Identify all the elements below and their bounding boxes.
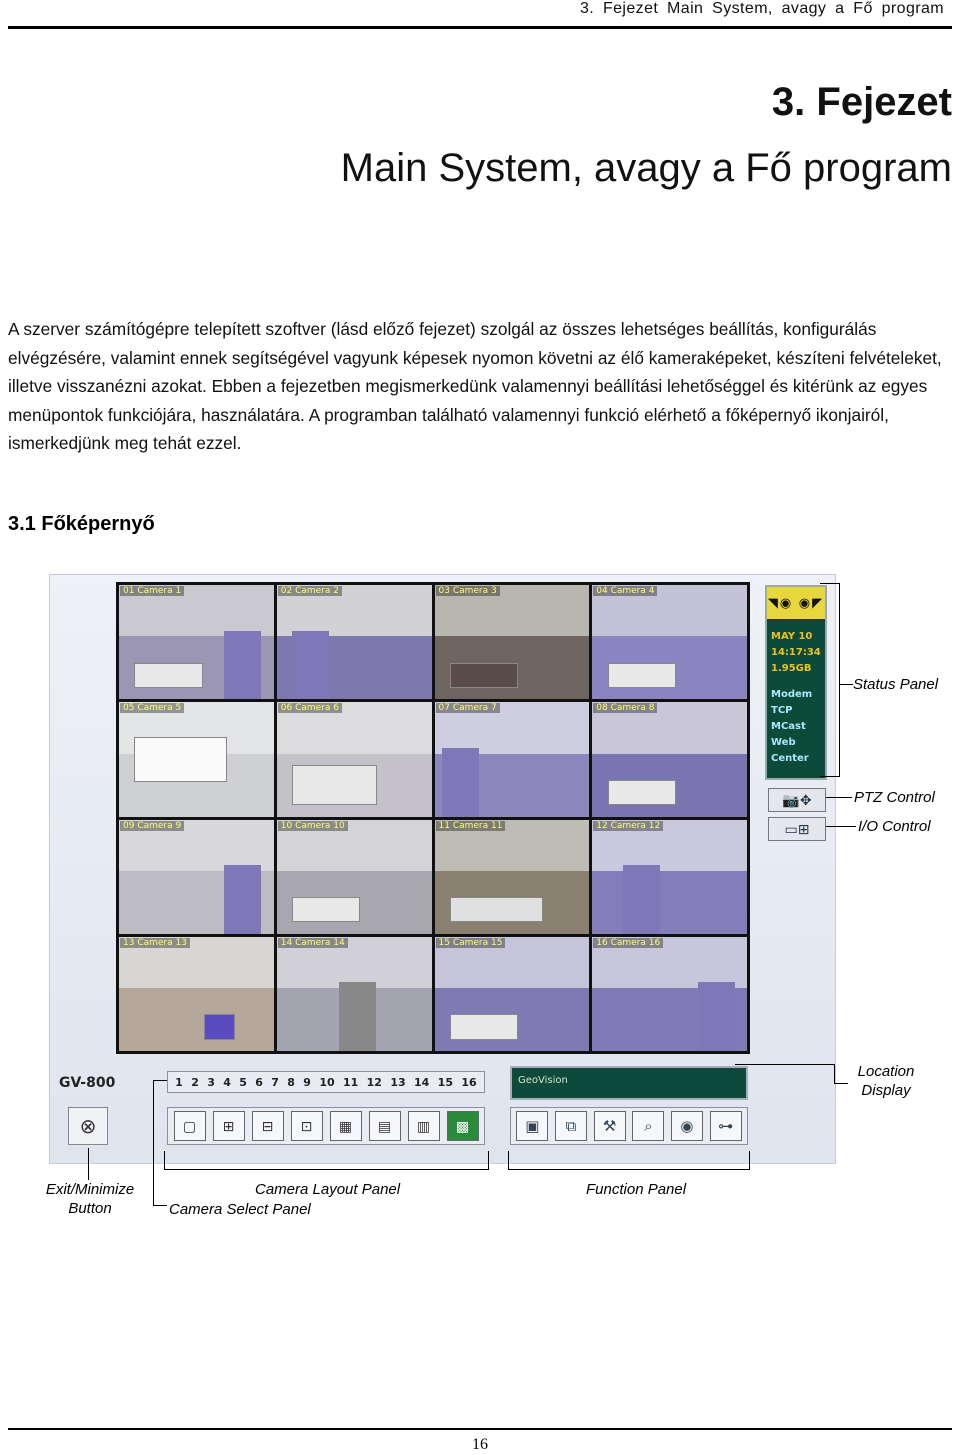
camera-label: 16 Camera 16 (593, 938, 663, 948)
main-screen-screenshot (49, 574, 836, 1164)
monitor-icon: ▣ (525, 1118, 540, 1135)
camera-view (435, 937, 590, 1051)
ptz-control-button[interactable] (768, 788, 826, 812)
chapter-title: Main System, avagy a Fő program (340, 146, 952, 190)
camera-view (592, 702, 747, 816)
camera-select-button[interactable]: 15 (437, 1075, 453, 1089)
camera-select-button[interactable]: 3 (207, 1075, 215, 1089)
callout-line (820, 583, 840, 584)
callout-line (839, 684, 853, 685)
hierarchy-icon: ⊶ (718, 1118, 734, 1135)
callout-line (164, 1151, 165, 1169)
camera-select-callout: Camera Select Panel (169, 1201, 311, 1218)
status-panel-callout: Status Panel (853, 676, 939, 693)
camera-view (119, 585, 274, 699)
camera-view (277, 937, 432, 1051)
status-network[interactable]: Center (771, 753, 809, 764)
exit-minimize-button[interactable] (68, 1107, 108, 1145)
callout-line (826, 797, 852, 798)
eyes-logo-icon: ◥◉ ◉◤ (767, 587, 825, 621)
exit-callout-line2: Button (68, 1200, 112, 1217)
intro-paragraph: A szerver számítógépre telepített szoftver (lásd előző fejezet) szolgál az összes lehetséges beállítás, konfigurálás elvégzésére, valamint ennek segítségével vagyunk képesek nyomon követni az élő kameraképeket, készíteni felvételeket, illetve visszanézni azokat. Ebben a fejezetben megismerkedünk valamennyi beállítási lehetőséggel és kitérünk az egyes menüpontok funkciójára, használatára. A programban található valamennyi funkció elérhető a főképernyő ikonjairól, ismerkedjünk meg tehát ezzel. (8, 319, 942, 453)
camera-select-button[interactable]: 2 (191, 1075, 199, 1089)
camera-select-button[interactable]: 11 (342, 1075, 359, 1089)
camera-label: 08 Camera 8 (593, 703, 657, 713)
callout-line (153, 1088, 154, 1206)
camera-view (592, 820, 747, 934)
layout-quad-icon: ⊞ (222, 1117, 235, 1134)
ptz-control-callout: PTZ Control (854, 789, 935, 806)
camera-label: 06 Camera 6 (278, 703, 342, 713)
layout-8-button[interactable] (291, 1111, 323, 1141)
search-icon: ⌕ (644, 1117, 653, 1135)
camera-view (119, 702, 274, 816)
camera-label: 11 Camera 11 (436, 821, 506, 831)
status-network[interactable]: Modem (771, 689, 813, 700)
camera-view (435, 702, 590, 816)
camera-settings-button[interactable] (671, 1111, 703, 1141)
callout-line (834, 1064, 835, 1084)
status-network[interactable]: MCast (771, 721, 806, 732)
layout-9-button[interactable] (330, 1111, 362, 1141)
location-callout-line2: Display (861, 1082, 911, 1099)
camera-select-button[interactable]: 5 (239, 1075, 247, 1089)
camera-label: 05 Camera 5 (120, 703, 184, 713)
camera-label: 01 Camera 1 (120, 586, 184, 596)
remote-button[interactable] (710, 1111, 742, 1141)
callout-line (508, 1151, 509, 1169)
running-header: 3. Fejezet Main System, avagy a Fő program (579, 0, 944, 17)
status-date: MAY 10 (771, 631, 813, 642)
layout-eight-icon: ⊡ (300, 1117, 313, 1134)
location-callout-line1: Location (857, 1063, 915, 1080)
camera-label: 13 Camera 13 (120, 938, 190, 948)
callout-line (153, 1080, 167, 1081)
camera-label: 10 Camera 10 (278, 821, 348, 831)
callout-line (488, 1151, 489, 1169)
header-rule (8, 26, 952, 29)
network-button[interactable] (555, 1111, 587, 1141)
layout-sixteen-icon: ▩ (455, 1117, 470, 1134)
camera-select-button[interactable]: 16 (461, 1075, 477, 1089)
camera-layout-panel (167, 1107, 485, 1145)
camera-view (435, 820, 590, 934)
location-text: GeoVision (518, 1075, 568, 1086)
camera-layout-callout: Camera Layout Panel (255, 1181, 401, 1198)
configure-button[interactable] (594, 1111, 626, 1141)
status-network[interactable]: Web (771, 737, 796, 748)
camera-select-button[interactable]: 12 (366, 1075, 382, 1089)
location-display (510, 1066, 748, 1100)
layout-nine-icon: ▦ (338, 1117, 353, 1134)
layout-4-button[interactable] (213, 1111, 245, 1141)
tools-icon: ⚒ (602, 1118, 617, 1135)
camera-select-button[interactable]: 7 (271, 1075, 279, 1089)
camera-label: 02 Camera 2 (278, 586, 342, 596)
network-icon: ⧉ (565, 1117, 577, 1135)
function-panel (510, 1107, 748, 1145)
exit-callout-line1: Exit/Minimize (45, 1181, 135, 1198)
callout-line (153, 1205, 167, 1206)
camera-select-button[interactable]: 13 (390, 1075, 406, 1089)
playback-button[interactable] (632, 1111, 664, 1141)
camera-view (277, 820, 432, 934)
callout-line (735, 1064, 835, 1065)
page-number: 16 (472, 1436, 488, 1453)
camera-select-button[interactable]: 6 (255, 1075, 263, 1089)
layout-thirteen-icon: ▥ (416, 1117, 431, 1134)
status-disk: 1.95GB (771, 663, 812, 674)
camera-grid (116, 582, 750, 1054)
status-network[interactable]: TCP (771, 705, 793, 716)
camera-select-button[interactable]: 8 (287, 1075, 295, 1089)
camera-select-button[interactable]: 4 (223, 1075, 231, 1089)
callout-line (749, 1151, 750, 1169)
camera-label: 14 Camera 14 (278, 938, 348, 948)
exit-icon: ⊗ (79, 1115, 97, 1138)
camera-view (277, 585, 432, 699)
camera-view (119, 820, 274, 934)
camera-view (592, 585, 747, 699)
model-name: GV-800 (59, 1075, 116, 1091)
callout-line (820, 776, 840, 777)
chapter-number: 3. Fejezet (771, 80, 952, 124)
status-time: 14:17:34 (771, 647, 821, 658)
callout-line (88, 1148, 89, 1180)
camera-icon: ◉ (680, 1118, 694, 1135)
camera-select-panel (167, 1071, 485, 1093)
camera-label: 04 Camera 4 (593, 586, 657, 596)
layout-single-icon: ▢ (182, 1117, 197, 1134)
camera-select-button[interactable]: 1 (175, 1075, 183, 1089)
camera-select-button[interactable]: 10 (319, 1075, 335, 1089)
camera-label: 03 Camera 3 (436, 586, 500, 596)
io-device-icon: ▭⊞ (784, 820, 810, 837)
callout-line (508, 1169, 750, 1170)
callout-line (839, 583, 840, 776)
layout-ten-icon: ▤ (377, 1117, 392, 1134)
footer-rule (8, 1428, 952, 1430)
ptz-camera-icon: 📷✥ (782, 791, 812, 808)
callout-line (153, 1080, 154, 1088)
layout-16-button[interactable] (447, 1111, 479, 1141)
exit-minimize-callout (38, 1180, 142, 1218)
schedule-button[interactable] (516, 1111, 548, 1141)
section-heading: 3.1 Főképernyő (8, 513, 155, 535)
camera-select-button[interactable]: 14 (414, 1075, 430, 1089)
location-display-callout (848, 1062, 924, 1100)
layout-six-icon: ⊟ (261, 1117, 274, 1134)
callout-line (834, 1083, 848, 1084)
io-control-callout: I/O Control (858, 818, 931, 835)
camera-label: 12 Camera 12 (593, 821, 663, 831)
camera-view (592, 937, 747, 1051)
callout-line (826, 826, 856, 827)
camera-label: 15 Camera 15 (436, 938, 506, 948)
layout-13-button[interactable] (408, 1111, 440, 1141)
camera-view (277, 702, 432, 816)
callout-line (164, 1169, 489, 1170)
layout-10-button[interactable] (369, 1111, 401, 1141)
layout-1-button[interactable] (174, 1111, 206, 1141)
camera-view (119, 937, 274, 1051)
io-control-button[interactable] (768, 817, 826, 841)
status-panel (765, 585, 827, 780)
function-panel-callout: Function Panel (586, 1181, 687, 1198)
camera-select-button[interactable]: 9 (303, 1075, 311, 1089)
camera-label: 09 Camera 9 (120, 821, 184, 831)
camera-label: 07 Camera 7 (436, 703, 500, 713)
camera-view (435, 585, 590, 699)
layout-6-button[interactable] (252, 1111, 284, 1141)
